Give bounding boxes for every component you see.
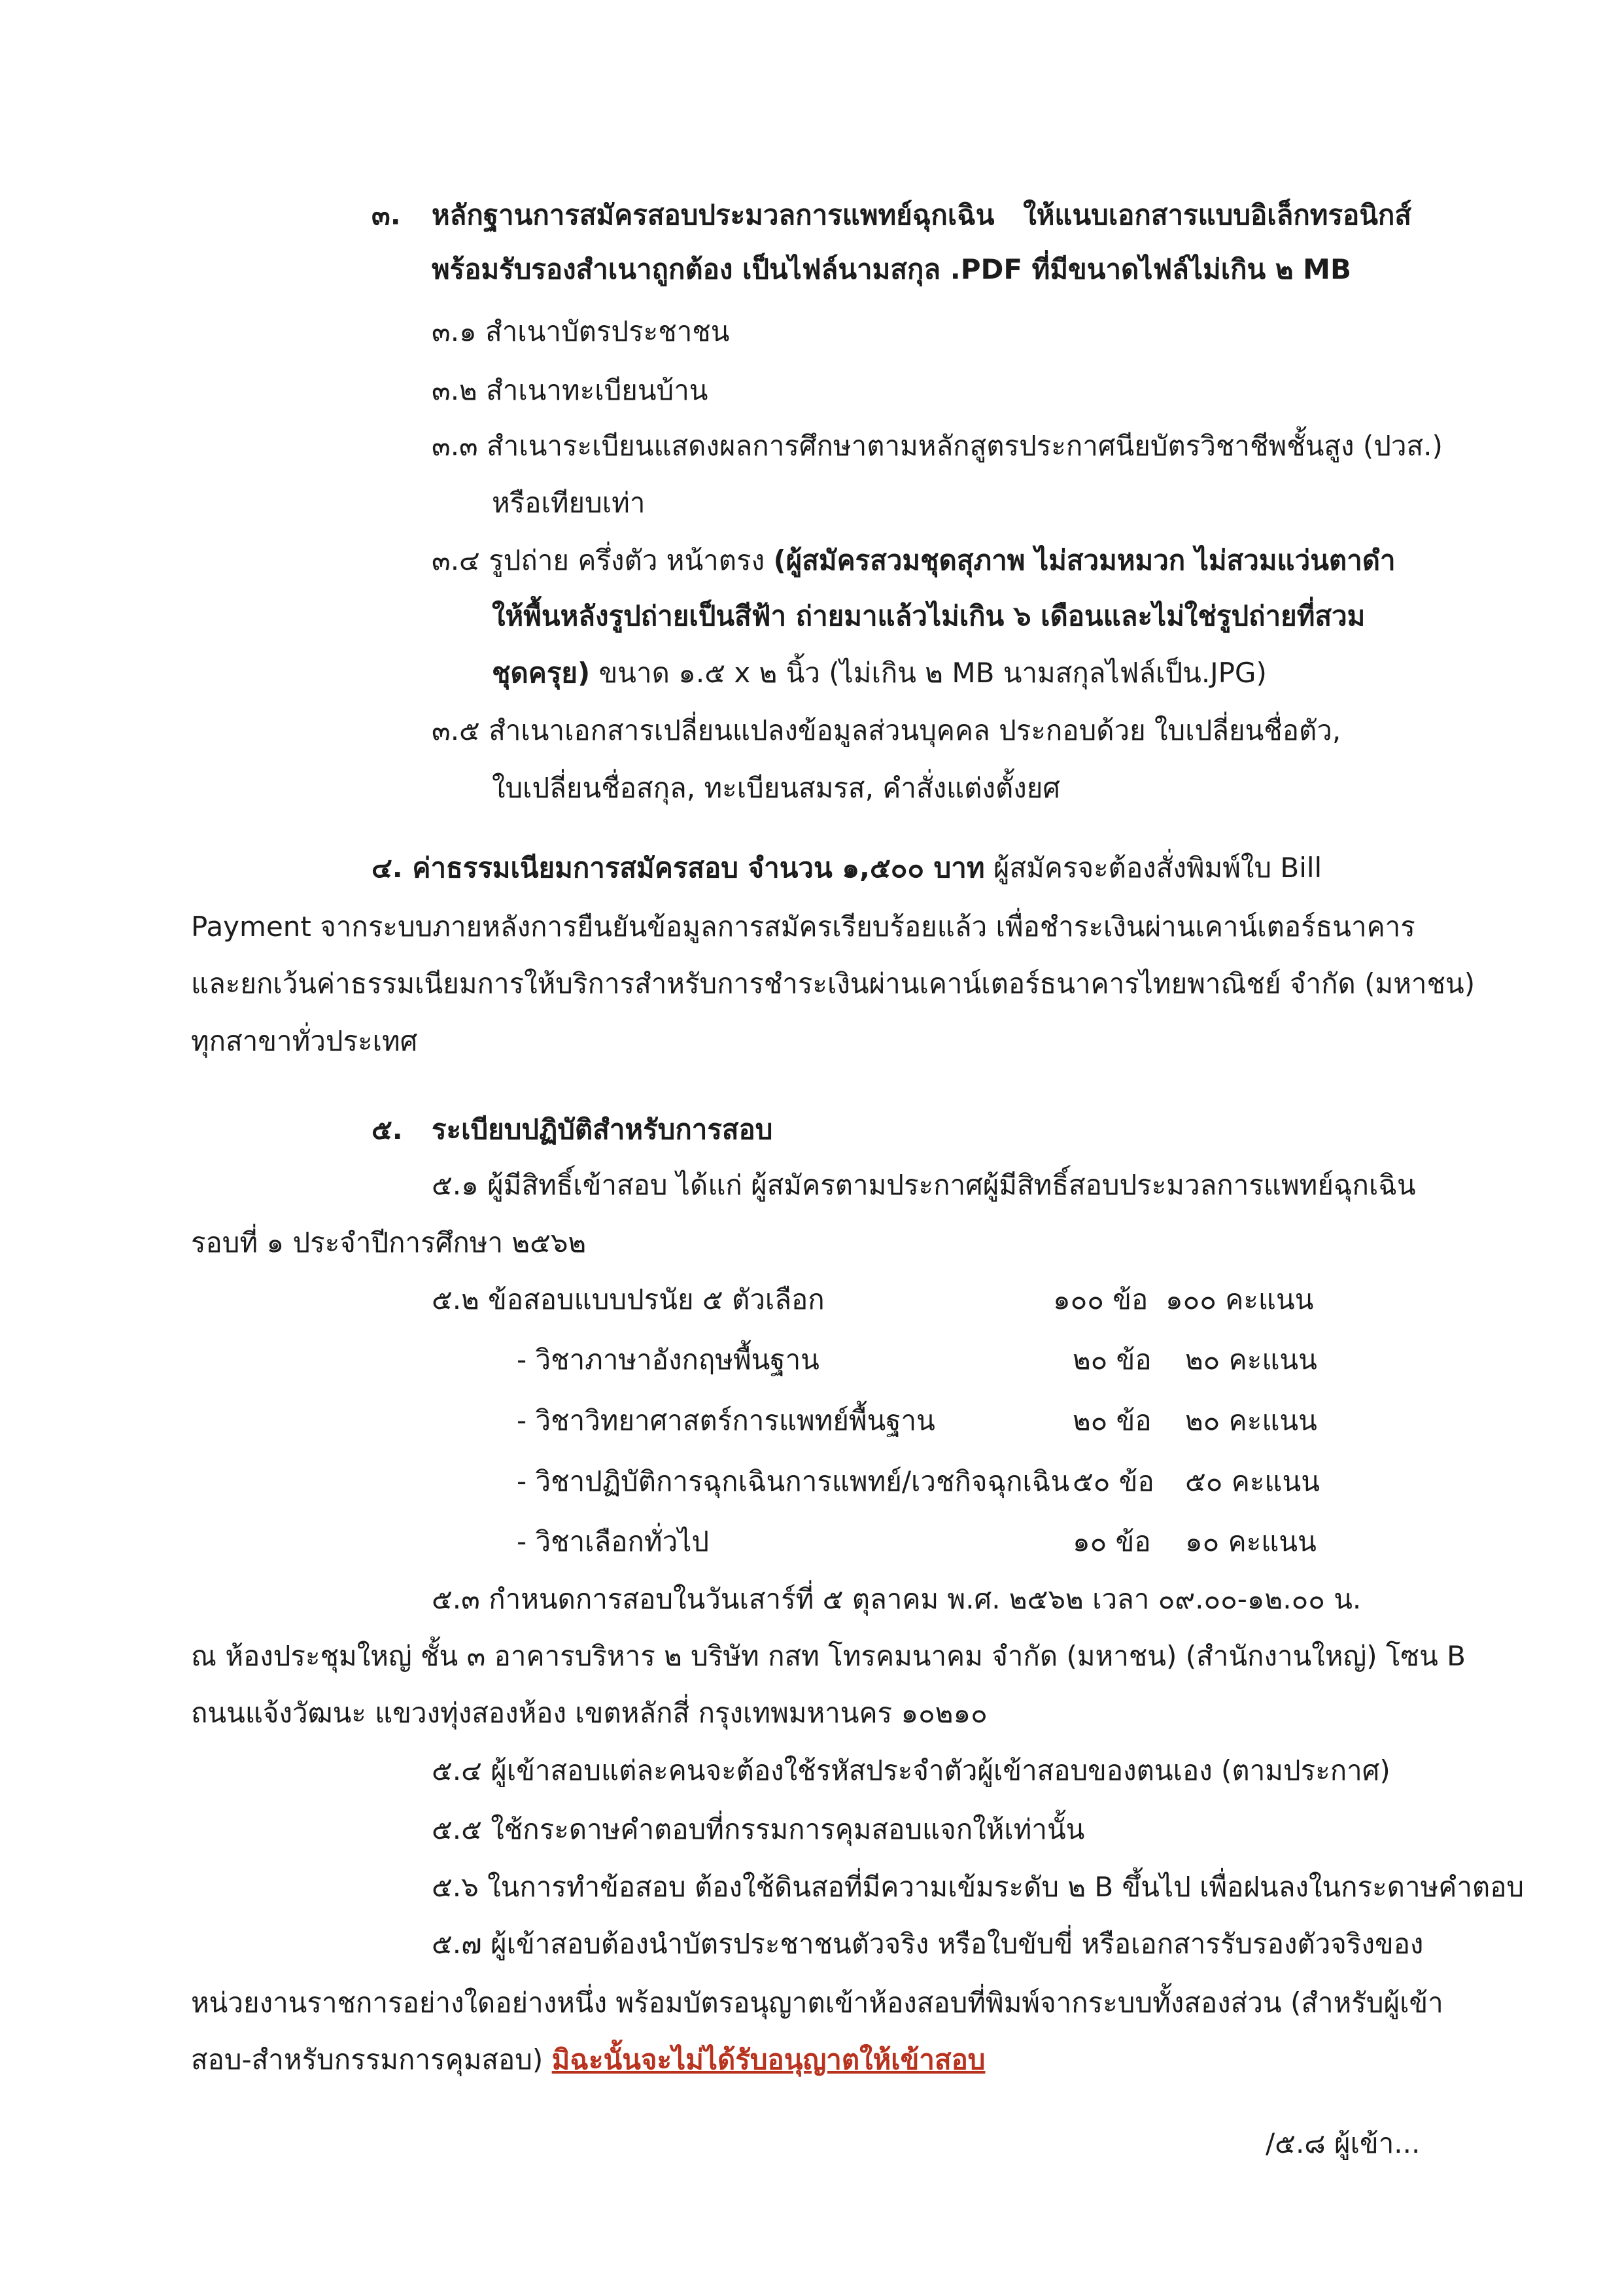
- item-5-1-line-2: รอบที่ ๑ ประจำปีการศึกษา ๒๕๖๒: [191, 1226, 587, 1259]
- item-5-2-label: ๕.๒ ข้อสอบแบบปรนัย ๕ ตัวเลือก: [432, 1283, 825, 1315]
- item-3-3-line-2: หรือเทียบเท่า: [492, 487, 646, 519]
- subject-score: ๒๐ คะแนน: [1185, 1404, 1317, 1436]
- item-3-4-label: ๓.๔ รูปถ่าย ครึ่งตัว หน้าตรง: [432, 544, 774, 576]
- subject-name: - วิชาภาษาอังกฤษพื้นฐาน: [517, 1344, 820, 1376]
- section-4-line-2: Payment จากระบบภายหลังการยืนยันข้อมูลการสมัครเรียบร้อยแล้ว เพื่อชำระเงินผ่านเคาน์เตอร์ธนาคาร: [191, 911, 1415, 943]
- section-4-fee-text: ผู้สมัครจะต้องสั่งพิมพ์ใบ Bill: [984, 852, 1322, 884]
- item-3-5-line-1: ๓.๕ สำเนาเอกสารเปลี่ยนแปลงข้อมูลส่วนบุคคล ประกอบด้วย ใบเปลี่ยนชื่อตัว,: [432, 714, 1341, 746]
- subject-items: ๒๐ ข้อ: [1073, 1404, 1152, 1436]
- subject-name: - วิชาปฏิบัติการฉุกเฉินการแพทย์/เวชกิจฉุกเฉิน: [517, 1465, 1070, 1497]
- section-3-heading-line-1: หลักฐานการสมัครสอบประมวลการแพทย์ฉุกเฉิน ให้แนบเอกสารแบบอิเล็กทรอนิกส์: [432, 199, 1411, 231]
- item-5-3-line-2: ณ ห้องประชุมใหญ่ ชั้น ๓ อาคารบริหาร ๒ บริษัท กสท โทรคมนาคม จำกัด (มหาชน) (สำนักงานใหญ่) โซน B: [191, 1640, 1466, 1672]
- subject-score: ๒๐ คะแนน: [1185, 1344, 1317, 1376]
- item-3-4-line-1: [432, 543, 1396, 579]
- item-5-5: ๕.๕ ใช้กระดาษคำตอบที่กรรมการคุมสอบแจกให้เท่านั้น: [432, 1813, 1085, 1845]
- item-3-4-size: ขนาด ๑.๕ x ๒ นิ้ว (ไม่เกิน ๒ MB นามสกุลไฟล์เป็น.JPG): [590, 657, 1267, 689]
- item-5-7-note: สอบ-สำหรับกรรมการคุมสอบ): [191, 2044, 544, 2076]
- item-3-4-note-end: ชุดครุย): [492, 657, 591, 689]
- section-4-fee-heading: ๔. ค่าธรรมเนียมการสมัครสอบ จำนวน ๑,๕๐๐ บาท: [371, 852, 985, 884]
- entry-denied-warning: มิฉะนั้นจะไม่ได้รับอนุญาตให้เข้าสอบ: [551, 2044, 986, 2076]
- item-5-7-line-1: ๕.๗ ผู้เข้าสอบต้องนำบัตรประชาชนตัวจริง หรือใบขับขี่ หรือเอกสารรับรองตัวจริงของ: [432, 1928, 1424, 1960]
- section-5-heading: ระเบียบปฏิบัติสำหรับการสอบ: [432, 1113, 773, 1145]
- section-5-number: ๕.: [371, 1113, 403, 1145]
- item-5-1-line-1: ๕.๑ ผู้มีสิทธิ์เข้าสอบ ได้แก่ ผู้สมัครตามประกาศผู้มีสิทธิ์สอบประมวลการแพทย์ฉุกเฉิน: [432, 1169, 1416, 1201]
- item-5-6: ๕.๖ ในการทำข้อสอบ ต้องใช้ดินสอที่มีความเข้มระดับ ๒ B ขึ้นไป เพื่อฝนลงในกระดาษคำตอบ: [432, 1871, 1525, 1903]
- section-3-number: ๓.: [371, 199, 401, 231]
- subject-items: ๕๐ ข้อ: [1073, 1465, 1154, 1497]
- subject-name: - วิชาวิทยาศาสตร์การแพทย์พื้นฐาน: [517, 1404, 935, 1436]
- section-3-heading-line-2: พร้อมรับรองสำเนาถูกต้อง เป็นไฟล์นามสกุล .PDF ที่มีขนาดไฟล์ไม่เกิน ๒ MB: [432, 253, 1351, 285]
- subject-score: ๕๐ คะแนน: [1185, 1465, 1320, 1497]
- subject-score: ๑๐ คะแนน: [1185, 1525, 1317, 1557]
- item-3-4-line-2: ให้พื้นหลังรูปถ่ายเป็นสีฟ้า ถ่ายมาแล้วไม่เกิน ๖ เดือนและไม่ใช่รูปถ่ายที่สวม: [492, 600, 1366, 632]
- item-3-3-line-1: ๓.๓ สำเนาระเบียนแสดงผลการศึกษาตามหลักสูตรประกาศนียบัตรวิชาชีพชั้นสูง (ปวส.): [432, 430, 1443, 462]
- item-3-4-line-3: [492, 655, 1267, 691]
- next-page-marker: /๕.๘ ผู้เข้า...: [1266, 2127, 1421, 2159]
- section-4-line-1: [371, 850, 1322, 886]
- item-5-4: ๕.๔ ผู้เข้าสอบแต่ละคนจะต้องใช้รหัสประจำตัวผู้เข้าสอบของตนเอง (ตามประกาศ): [432, 1754, 1390, 1786]
- section-4-line-4: ทุกสาขาทั่วประเทศ: [191, 1025, 418, 1057]
- item-3-1: ๓.๑ สำเนาบัตรประชาชน: [432, 315, 730, 347]
- item-5-7-line-2: หน่วยงานราชการอย่างใดอย่างหนึ่ง พร้อมบัตรอนุญาตเข้าห้องสอบที่พิมพ์จากระบบทั้งสองส่วน (สำหรับผู้เข้า: [191, 1987, 1443, 2019]
- item-5-3-line-3: ถนนแจ้งวัฒนะ แขวงทุ่งสองห้อง เขตหลักสี่ กรุงเทพมหานคร ๑๐๒๑๐: [191, 1697, 988, 1729]
- subject-name: - วิชาเลือกทั่วไป: [517, 1525, 709, 1557]
- section-4-line-3: และยกเว้นค่าธรรมเนียมการให้บริการสำหรับการชำระเงินผ่านเคาน์เตอร์ธนาคารไทยพาณิชย์ จำกัด (มหาชน): [191, 967, 1475, 1000]
- item-3-2: ๓.๒ สำเนาทะเบียนบ้าน: [432, 374, 708, 406]
- item-3-4-note-start: (ผู้สมัครสวมชุดสุภาพ ไม่สวมหมวก ไม่สวมแว่นตาดำ: [773, 544, 1396, 576]
- item-5-2-items: ๑๐๐ ข้อ: [1053, 1283, 1148, 1315]
- item-5-3-line-1: ๕.๓ กำหนดการสอบในวันเสาร์ที่ ๕ ตุลาคม พ.ศ. ๒๕๖๒ เวลา ๐๙.๐๐-๑๒.๐๐ น.: [432, 1583, 1362, 1615]
- subject-items: ๑๐ ข้อ: [1073, 1525, 1151, 1557]
- subject-items: ๒๐ ข้อ: [1073, 1344, 1152, 1376]
- item-5-2-score: ๑๐๐ คะแนน: [1165, 1283, 1314, 1315]
- item-5-7-line-3: [191, 2042, 985, 2078]
- item-3-5-line-2: ใบเปลี่ยนชื่อสกุล, ทะเบียนสมรส, คำสั่งแต่งตั้งยศ: [492, 772, 1060, 804]
